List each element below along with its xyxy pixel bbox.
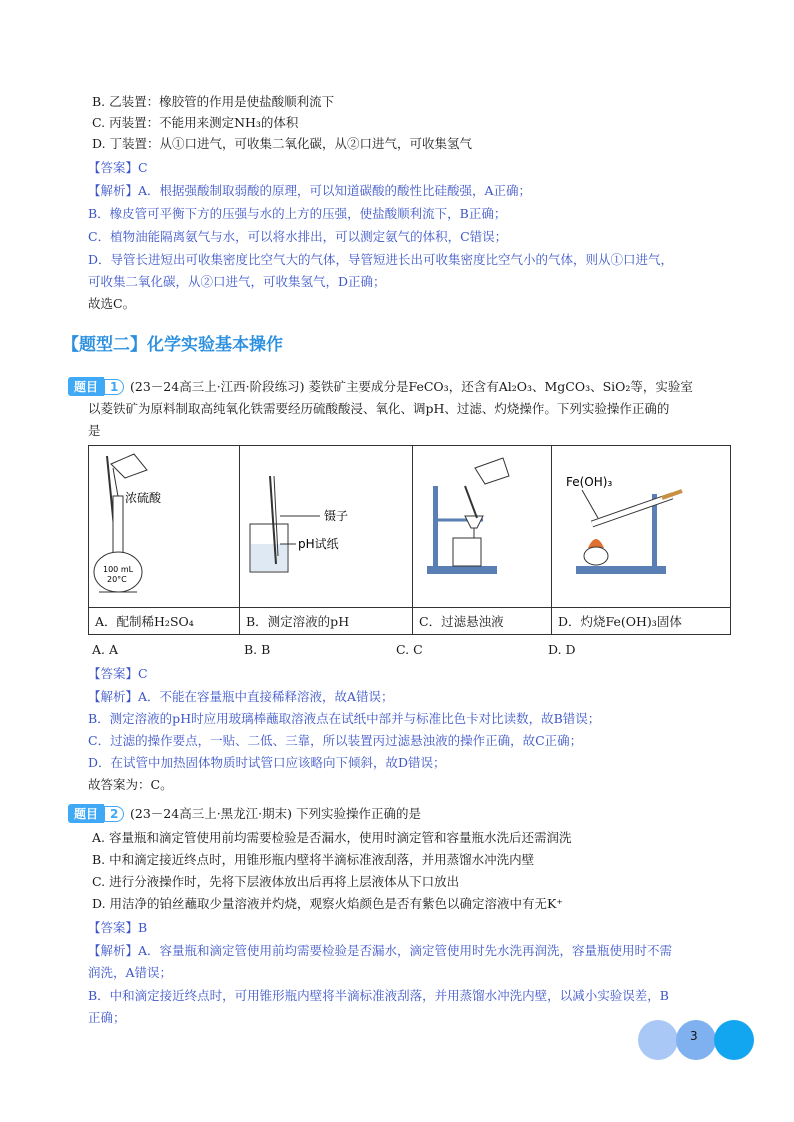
caption-d: D．灼烧Fe(OH)₃固体 [552, 608, 731, 635]
caption-c: C．过滤悬浊液 [413, 608, 552, 635]
question-stem: (23－24高三上·江西·阶段练习) 菱铁矿主要成分是FeCO₃，还含有Al₂O₃、MgCO₃、SiO₂等，实验室 [130, 379, 693, 394]
option-c: C. 进行分液操作时，先将下层液体放出后再将上层液体从下口放出 [92, 874, 460, 889]
analysis-line: B．测定溶液的pH时应用玻璃棒蘸取溶液点在试纸中部并与标准比色卡对比读数，故B错误； [88, 711, 601, 726]
question-badge-label: 题目 [68, 377, 104, 396]
question-stem: 以菱铁矿为原料制取高纯氧化铁需要经历硫酸酸浸、氧化、调pH、过滤、灼烧操作。下列实验操作正确的 [88, 401, 670, 416]
analysis-line: C．植物油能隔离氨气与水，可以将水排出，可以测定氨气的体积，C错误； [88, 229, 508, 244]
label-flask-temp: 20°C [107, 575, 127, 584]
question-stem: (23－24高三上·黑龙江·期末) 下列实验操作正确的是 [130, 806, 421, 821]
choice-a: A. A [92, 642, 119, 657]
option-b: B. 乙装置：橡胶管的作用是使盐酸顺利流下 [92, 94, 335, 109]
analysis-line: B．中和滴定接近终点时，可用锥形瓶内壁将半滴标准液刮落，并用蒸馏水冲洗内壁，以减小实验误差，B [88, 988, 669, 1003]
answer: 【答案】B [88, 920, 148, 935]
analysis-line: 故选C。 [88, 296, 136, 311]
question-badge [68, 377, 124, 396]
analysis-line: 【解析】A．根据强酸制取弱酸的原理，可以知道碳酸的酸性比硅酸强，A正确； [88, 183, 532, 198]
option-c: C. 丙装置：不能用来测定NH₃的体积 [92, 115, 299, 130]
caption-b: B．测定溶液的pH [240, 608, 413, 635]
question-badge [68, 804, 124, 823]
choice-b: B. B [244, 642, 271, 657]
analysis-line: B．橡皮管可平衡下方的压强与水的上方的压强，使盐酸顺利流下，B正确； [88, 206, 507, 221]
option-b: B. 中和滴定接近终点时，用锥形瓶内壁将半滴标准液刮落，并用蒸馏水冲洗内壁 [92, 852, 535, 867]
figure-b [240, 446, 413, 608]
analysis-line: 润洗，A错误； [88, 965, 173, 980]
figure-a [89, 446, 240, 608]
question-badge-label: 题目 [68, 804, 104, 823]
caption-a: A．配制稀H₂SO₄ [89, 608, 240, 635]
analysis-line: C．过滤的操作要点，一贴、二低、三靠，所以装置丙过滤悬浊液的操作正确，故C正确； [88, 733, 583, 748]
analysis-line: 【解析】A．不能在容量瓶中直接稀释溶液，故A错误； [88, 689, 394, 704]
answer: 【答案】C [88, 160, 148, 175]
question-stem: 是 [88, 423, 101, 438]
option-d: D. 丁装置：从①口进气，可收集二氧化碳，从②口进气，可收集氢气 [92, 136, 473, 151]
label-flask-volume: 100 mL [103, 565, 134, 574]
heating-solid-figure [552, 446, 730, 604]
choice-d: D. D [548, 642, 576, 657]
question-badge-number: 1 [104, 379, 124, 395]
figure-d [552, 446, 731, 608]
question-badge-number: 2 [104, 806, 124, 822]
figure-c [413, 446, 552, 608]
answer: 【答案】C [88, 666, 148, 681]
choice-c: C. C [396, 642, 423, 657]
analysis-line: 故答案为：C。 [88, 777, 173, 792]
option-a: A. 容量瓶和滴定管使用前均需要检验是否漏水，使用时滴定管和容量瓶水洗后还需润洗 [92, 830, 572, 845]
analysis-line: 可收集二氧化碳，从②口进气，可收集氢气，D正确； [88, 274, 386, 289]
label-acid: 浓硫酸 [125, 491, 162, 505]
label-tweezers: 镊子 [324, 509, 349, 523]
analysis-line: 正确； [88, 1010, 126, 1025]
analysis-line: D．在试管中加热固体物质时试管口应该略向下倾斜，故D错误； [88, 755, 446, 770]
page-number-decoration [638, 1020, 758, 1060]
label-ironhydroxide: Fe(OH)₃ [566, 475, 613, 489]
filtration-figure [413, 446, 551, 604]
volumetric-flask-figure [89, 446, 239, 604]
analysis-line: 【解析】A．容量瓶和滴定管使用前均需要检验是否漏水，滴定管使用时先水洗再润洗，容量瓶使用时不需 [88, 943, 673, 958]
page-number: 3 [690, 1029, 698, 1043]
ph-test-figure [240, 446, 412, 604]
label-ph-paper: pH试纸 [298, 537, 339, 551]
option-d: D. 用洁净的铂丝蘸取少量溶液并灼烧，观察火焰颜色是否有紫色以确定溶液中有无K⁺ [92, 896, 563, 911]
analysis-line: D．导管长进短出可收集密度比空气大的气体，导管短进长出可收集密度比空气小的气体，则从①口进气， [88, 252, 674, 267]
options-figure-table [88, 445, 731, 635]
section-title: 【题型二】化学实验基本操作 [62, 335, 283, 355]
